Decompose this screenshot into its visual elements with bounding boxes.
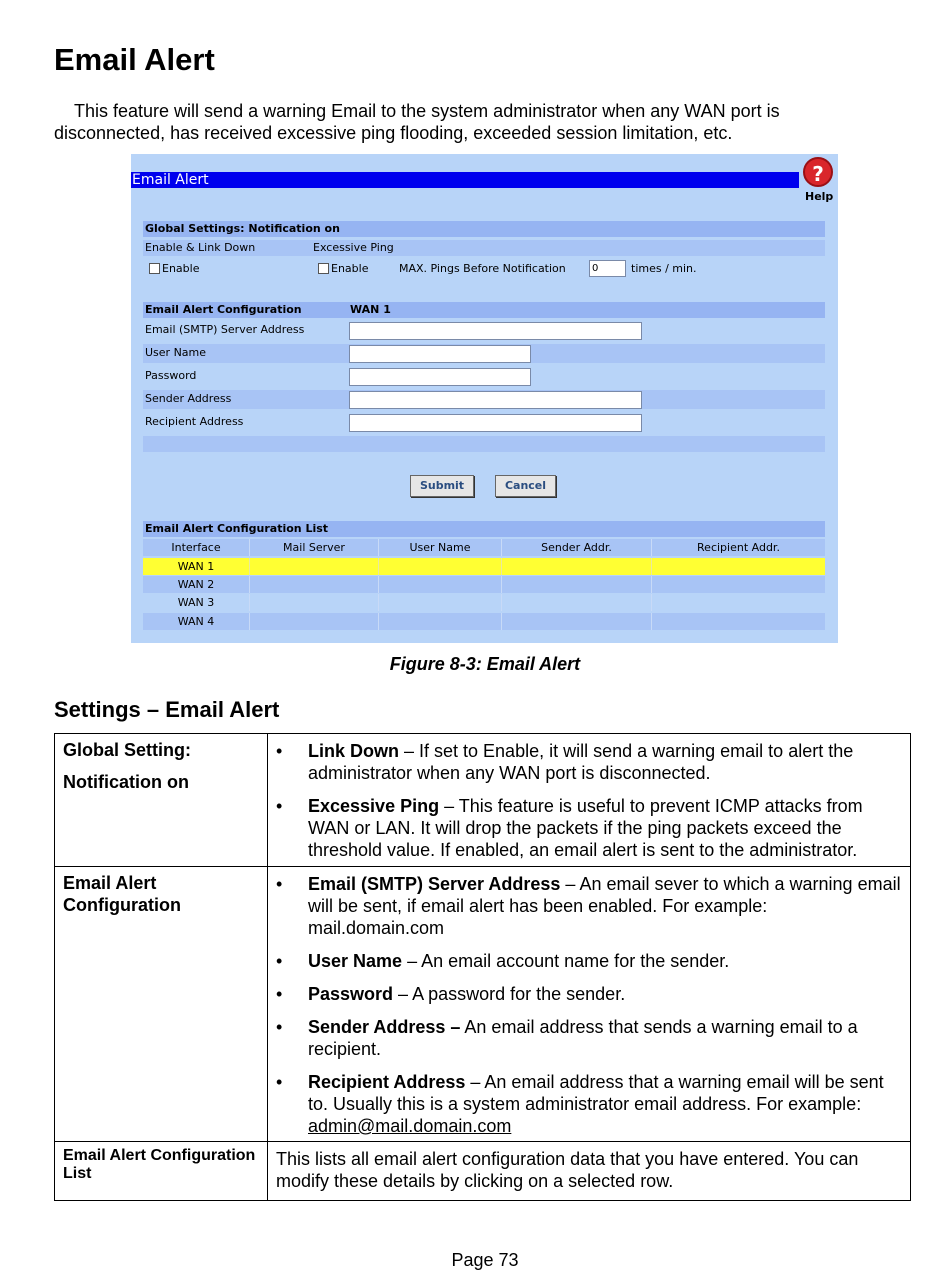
admin-email-link[interactable]: admin@mail.domain.com xyxy=(308,1116,512,1136)
server-label: Email (SMTP) Server Address xyxy=(145,323,305,336)
row-label-config: Email Alert Configuration xyxy=(55,867,268,1142)
column-header: Sender Addr. xyxy=(502,539,652,556)
table-row[interactable] xyxy=(143,594,825,611)
label-line: Notification on xyxy=(63,772,189,792)
settings-table xyxy=(54,733,911,1201)
max-pings-input[interactable]: 0 xyxy=(589,260,626,277)
bullet-item: • Email (SMTP) Server Address – An email sever to which a warning email will be sent, if email alert has been enabled. For example: mail.domain.com xyxy=(276,874,901,938)
excessive-ping-enable-label: Enable xyxy=(331,262,369,275)
label-line: Global Setting: xyxy=(63,740,191,760)
bullet-item: • Excessive Ping – This feature is useful to prevent ICMP attacks from WAN or LAN. It will drop the packets if the ping packets exceed the threshold value. If enabled, an email alert is sent to the administrator. xyxy=(276,796,863,860)
user-label: User Name xyxy=(145,346,207,359)
bullet-item: • User Name – An email account name for the sender. xyxy=(276,951,730,971)
row-interface: WAN 4 xyxy=(143,613,250,630)
help-label[interactable]: Help xyxy=(805,190,834,203)
column-header: User Name xyxy=(379,539,502,556)
link-down-enable-label: Enable xyxy=(162,262,200,275)
password-input[interactable] xyxy=(349,368,531,386)
column-header: Mail Server xyxy=(250,539,379,556)
page-title: Email Alert xyxy=(54,42,215,77)
times-per-min-label: times / min. xyxy=(631,262,697,275)
figure-caption: Figure 8-3: Email Alert xyxy=(389,654,581,674)
config-header: Email Alert Configuration xyxy=(143,302,825,318)
help-icon[interactable]: ? xyxy=(803,157,833,187)
table-row[interactable] xyxy=(143,576,825,593)
section-title: Settings – Email Alert xyxy=(54,697,280,722)
recipient-label: Recipient Address xyxy=(145,415,244,428)
row-desc-config xyxy=(268,867,911,1142)
sender-input[interactable] xyxy=(349,391,642,409)
row-interface: WAN 1 xyxy=(143,558,250,575)
row-interface: WAN 2 xyxy=(143,576,250,593)
excessive-ping-enable-checkbox[interactable] xyxy=(318,263,329,274)
link-down-enable-checkbox[interactable] xyxy=(149,263,160,274)
config-list-header: Email Alert Configuration List xyxy=(143,521,825,537)
link-down-column-label: Enable & Link Down xyxy=(145,241,256,254)
excessive-ping-column-label: Excessive Ping xyxy=(313,241,394,254)
submit-button[interactable]: Submit xyxy=(410,475,474,497)
email-alert-figure xyxy=(131,154,838,643)
spacer-bar xyxy=(143,436,825,452)
global-settings-header: Global Settings: Notification on xyxy=(143,221,825,237)
figure-title-bar: Email Alert xyxy=(131,172,799,188)
bullet-item: • Link Down – If set to Enable, it will send a warning email to alert the administrator when any WAN port is disconnected. xyxy=(276,741,854,783)
column-header: Interface xyxy=(143,539,250,556)
row-interface: WAN 3 xyxy=(143,594,250,611)
row-label-list: Email Alert Configuration List xyxy=(55,1142,268,1201)
column-header: Recipient Addr. xyxy=(697,541,780,554)
row-label-global xyxy=(55,734,268,867)
bullet-item: • Password – A password for the sender. xyxy=(276,984,626,1004)
table-row[interactable] xyxy=(143,613,825,630)
page-number: Page 73 xyxy=(451,1250,519,1270)
row-desc-list: This lists all email alert configuration data that you have entered. You can modify these details by clicking on a selected row. xyxy=(268,1142,911,1201)
sender-label: Sender Address xyxy=(145,392,232,405)
list-header-row xyxy=(143,539,825,556)
server-input[interactable] xyxy=(349,322,642,340)
row-desc-global xyxy=(268,734,911,867)
max-pings-label: MAX. Pings Before Notification xyxy=(399,262,566,275)
table-row[interactable] xyxy=(143,558,825,575)
bullet-item: • Sender Address – An email address that sends a warning email to a recipient. xyxy=(276,1017,858,1059)
bullet-item: • Recipient Address – An email address that a warning email will be sent to. Usually this is a system administrator email address. For example: admin@mail.domain.com xyxy=(276,1072,884,1136)
user-input[interactable] xyxy=(349,345,531,363)
intro-paragraph: This feature will send a warning Email to the system administrator when any WAN port is disconnected, has received excessive ping flooding, exceeded session limitation, etc. xyxy=(54,101,780,143)
recipient-input[interactable] xyxy=(349,414,642,432)
password-label: Password xyxy=(145,369,197,382)
cancel-button[interactable]: Cancel xyxy=(495,475,556,497)
config-wan-label: WAN 1 xyxy=(350,303,391,316)
